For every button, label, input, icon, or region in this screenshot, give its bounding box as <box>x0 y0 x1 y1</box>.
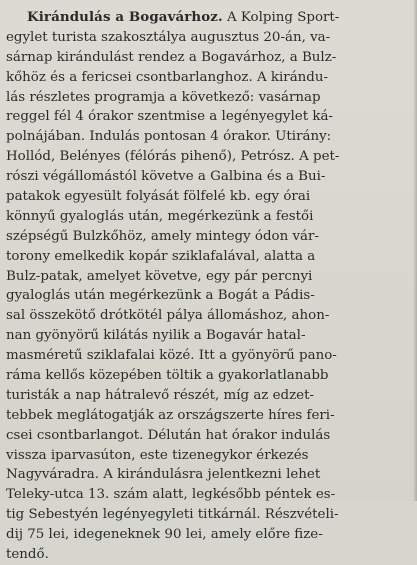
article-line-20: turisták a nap hátralevő részét, míg az edzet- <box>6 387 314 403</box>
article-line-3: sárnap kirándulást rendez a Bogavárhoz, a Bulz- <box>6 49 337 65</box>
article-line-16: sal összekötő drótkötél pálya állomáshoz, ahon- <box>6 308 330 324</box>
article-line-25: Teleky-utca 13. szám alatt, legkésőbb péntek es- <box>6 487 336 503</box>
article-line-17: nan gyönyörű kilátás nyilik a Bogavár hatal- <box>6 328 306 344</box>
article-line-5: lás részletes programja a következő: vasárnap <box>6 89 321 105</box>
article-line-28: tendő. <box>6 547 49 563</box>
article-line-26: tig Sebestyén legényegyleti titkárnál. Részvételi- <box>6 507 339 523</box>
article-line-10: patakok egyesült folyását fölfelé kb. egy órai <box>6 189 311 205</box>
article-line-13: torony emelkedik kopár sziklafalával, alatta a <box>6 248 316 264</box>
article-line-1 <box>6 8 411 28</box>
article-line-2: egylet turista szakosztálya augusztus 20-án, va- <box>6 29 331 45</box>
article-line-15: gyaloglás után megérkezünk a Bogát a Pádis- <box>6 288 315 304</box>
article-line-8: Hollód, Belényes (félórás pihenő), Petrósz. A pet- <box>6 149 340 165</box>
article-line-19: ráma kellős közepében töltik a gyakorlatlanabb <box>6 368 329 384</box>
article-line-22: csei csontbarlangot. Délután hat órakor indulás <box>6 427 331 443</box>
article-line-18: masméretű sziklafalai közé. Itt a gyönyörű pano- <box>6 348 337 364</box>
article-line-27: dij 75 lei, idegeneknek 90 lei, amely előre fize- <box>6 527 323 543</box>
article-line-23: vissza iparvasúton, este tizenegykor érkezés <box>6 447 309 463</box>
article-line-12: szépségű Bulzkőhöz, amely mintegy ódon vár- <box>6 228 319 244</box>
article-line-6: reggel fél 4 órakor szentmise a legényegylet ká- <box>6 109 333 125</box>
article-line-9: rószi végállomástól követve a Galbina és a Bui- <box>6 169 326 185</box>
article-line-21: tebbek meglátogatják az országszerte híres feri- <box>6 407 335 423</box>
page-edge-shadow <box>413 0 417 501</box>
article-line-14: Bulz-patak, amelyet követve, egy pár percnyi <box>6 268 313 284</box>
article-line-11: könnyű gyaloglás után, megérkezünk a festői <box>6 208 314 224</box>
article-line-1-text: A Kolping Sport- <box>222 10 340 25</box>
article-line-24: Nagyváradra. A kirándulásra jelentkezni lehet <box>6 467 321 483</box>
article-body <box>6 8 411 565</box>
article-line-4: kőhöz és a fericsei csontbarlanghoz. A kirándu- <box>6 69 329 85</box>
article-title: Kirándulás a Bogavárhoz. <box>27 9 223 25</box>
article-line-7: polnájában. Indulás pontosan 4 órakor. Utirány: <box>6 129 332 145</box>
